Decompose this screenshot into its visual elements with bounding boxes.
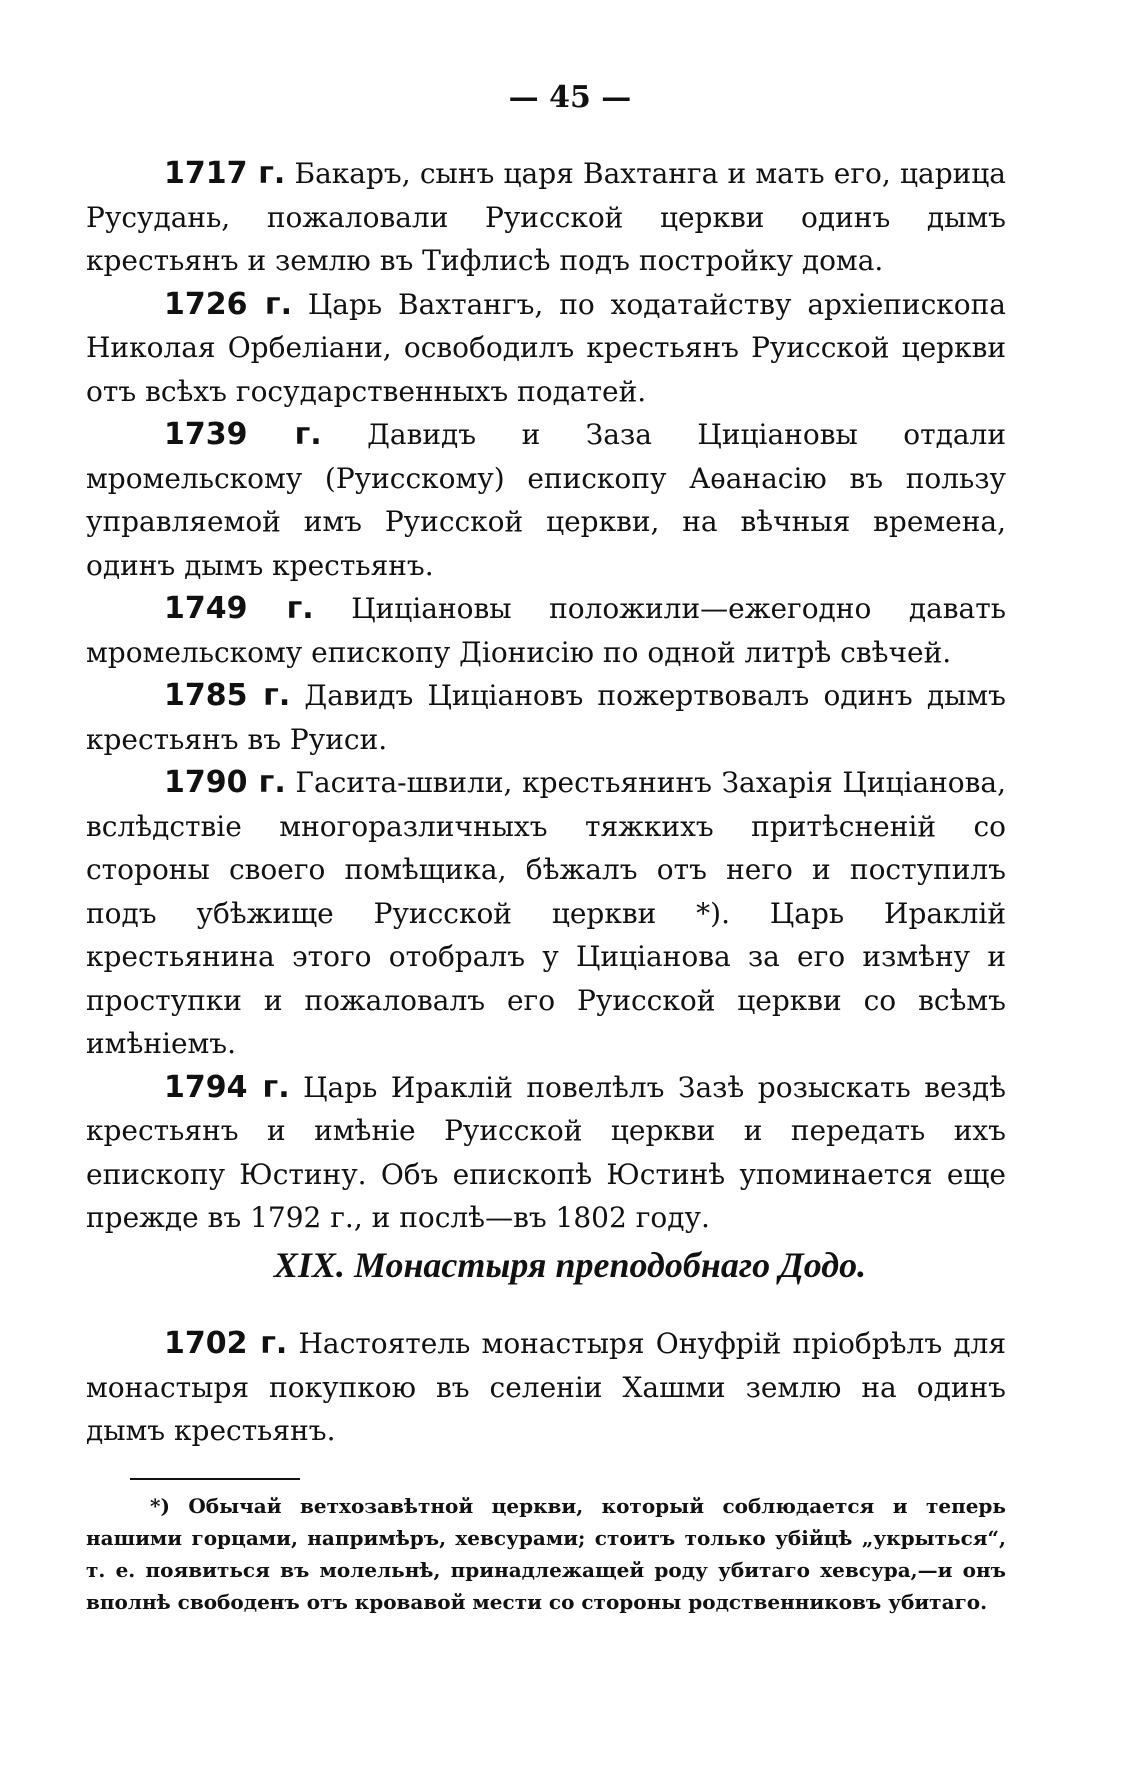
footnote <box>86 1490 1006 1618</box>
chronicle-entries <box>86 152 1006 1240</box>
entry-1726 <box>86 283 1006 414</box>
entry-1785 <box>86 674 1006 761</box>
entry-year: 1749 г. <box>164 591 314 626</box>
entry-year: 1785 г. <box>164 678 291 713</box>
entry-text: Давидъ и Заза Циціановы отдали мромельскому (Руисскому) епископу Аѳанасію въ пользу управляемой имъ Руисской церкви, на вѣчныя времена, одинъ дымъ крестьянъ. <box>86 418 1006 582</box>
section-entries <box>86 1322 1006 1453</box>
entry-year: 1794 г. <box>164 1069 290 1105</box>
entry-year: 1790 г. <box>164 765 286 800</box>
entry-text: Циціановы положили—ежегодно давать мромельскому епископу Діонисію по одной литрѣ свѣчей. <box>86 592 1006 669</box>
entry-text: Бакаръ, сынъ царя Вахтанга и мать его, царица Русудань, пожаловали Руисской церкви одинъ дымъ крестьянъ и землю въ Тифлисѣ подъ постройку дома. <box>86 157 1006 277</box>
entry-1739 <box>86 413 1006 587</box>
footnote-text: Обычай ветхозавѣтной церкви, который соблюдается и теперь нашими горцами, напримѣръ, хевсурами; стоитъ только убійцѣ „укрыться“, т. е. появиться въ молельнѣ, принадлежащей роду убитаго хевсура,—и онъ вполнѣ свободенъ отъ кровавой мести со стороны родственниковъ убитаго. <box>86 1494 1006 1614</box>
entry-1717 <box>86 152 1006 283</box>
entry-year: 1739 г. <box>164 417 322 452</box>
entry-1790 <box>86 761 1006 1066</box>
entry-text: Гасита-швили, крестьянинъ Захарія Циціанова, вслѣдствіе многоразличныхъ тяжкихъ притѣсненій со стороны своего помѣщика, бѣжалъ отъ него и поступилъ подъ убѣжище Руисской церкви *). Царь Ираклій крестьянина этого отобралъ у Циціанова за его измѣну и проступки и пожаловалъ его Руисской церкви со всѣмъ имѣніемъ. <box>86 766 1007 1060</box>
entry-text: Настоятель монастыря Онуфрій пріобрѣлъ для монастыря покупкою въ селеніи Хашми землю на одинъ дымъ крестьянъ. <box>86 1327 1007 1447</box>
section-heading: XIX. Монастыря преподобнаго Додо. <box>273 1245 867 1285</box>
entry-text: Царь Ираклій повелѣлъ Зазѣ розыскать вездѣ крестьянъ и имѣніе Руисской церкви и передать ихъ епископу Юстину. Объ епископѣ Юстинѣ упоминается еще прежде въ 1792 г., и послѣ—въ 1802 году. <box>86 1070 1006 1234</box>
entry-text: Давидъ Циціановъ пожертвовалъ одинъ дымъ крестьянъ въ Руиси. <box>86 679 1006 756</box>
entry-year: 1717 г. <box>164 156 286 191</box>
entry-1749 <box>86 587 1006 674</box>
entry-year: 1702 г. <box>164 1326 288 1361</box>
entry-1794 <box>86 1066 1006 1240</box>
footnote-marker: *) <box>150 1494 170 1518</box>
page-number: — 45 — <box>508 80 632 115</box>
footnote-divider <box>130 1478 300 1480</box>
entry-year: 1726 г. <box>164 286 292 322</box>
entry-1702 <box>86 1322 1006 1453</box>
entry-text: Царь Вахтангъ, по ходатайству архіепископа Николая Орбеліани, освободилъ крестьянъ Руисской церкви отъ всѣхъ государственныхъ податей. <box>86 287 1006 408</box>
